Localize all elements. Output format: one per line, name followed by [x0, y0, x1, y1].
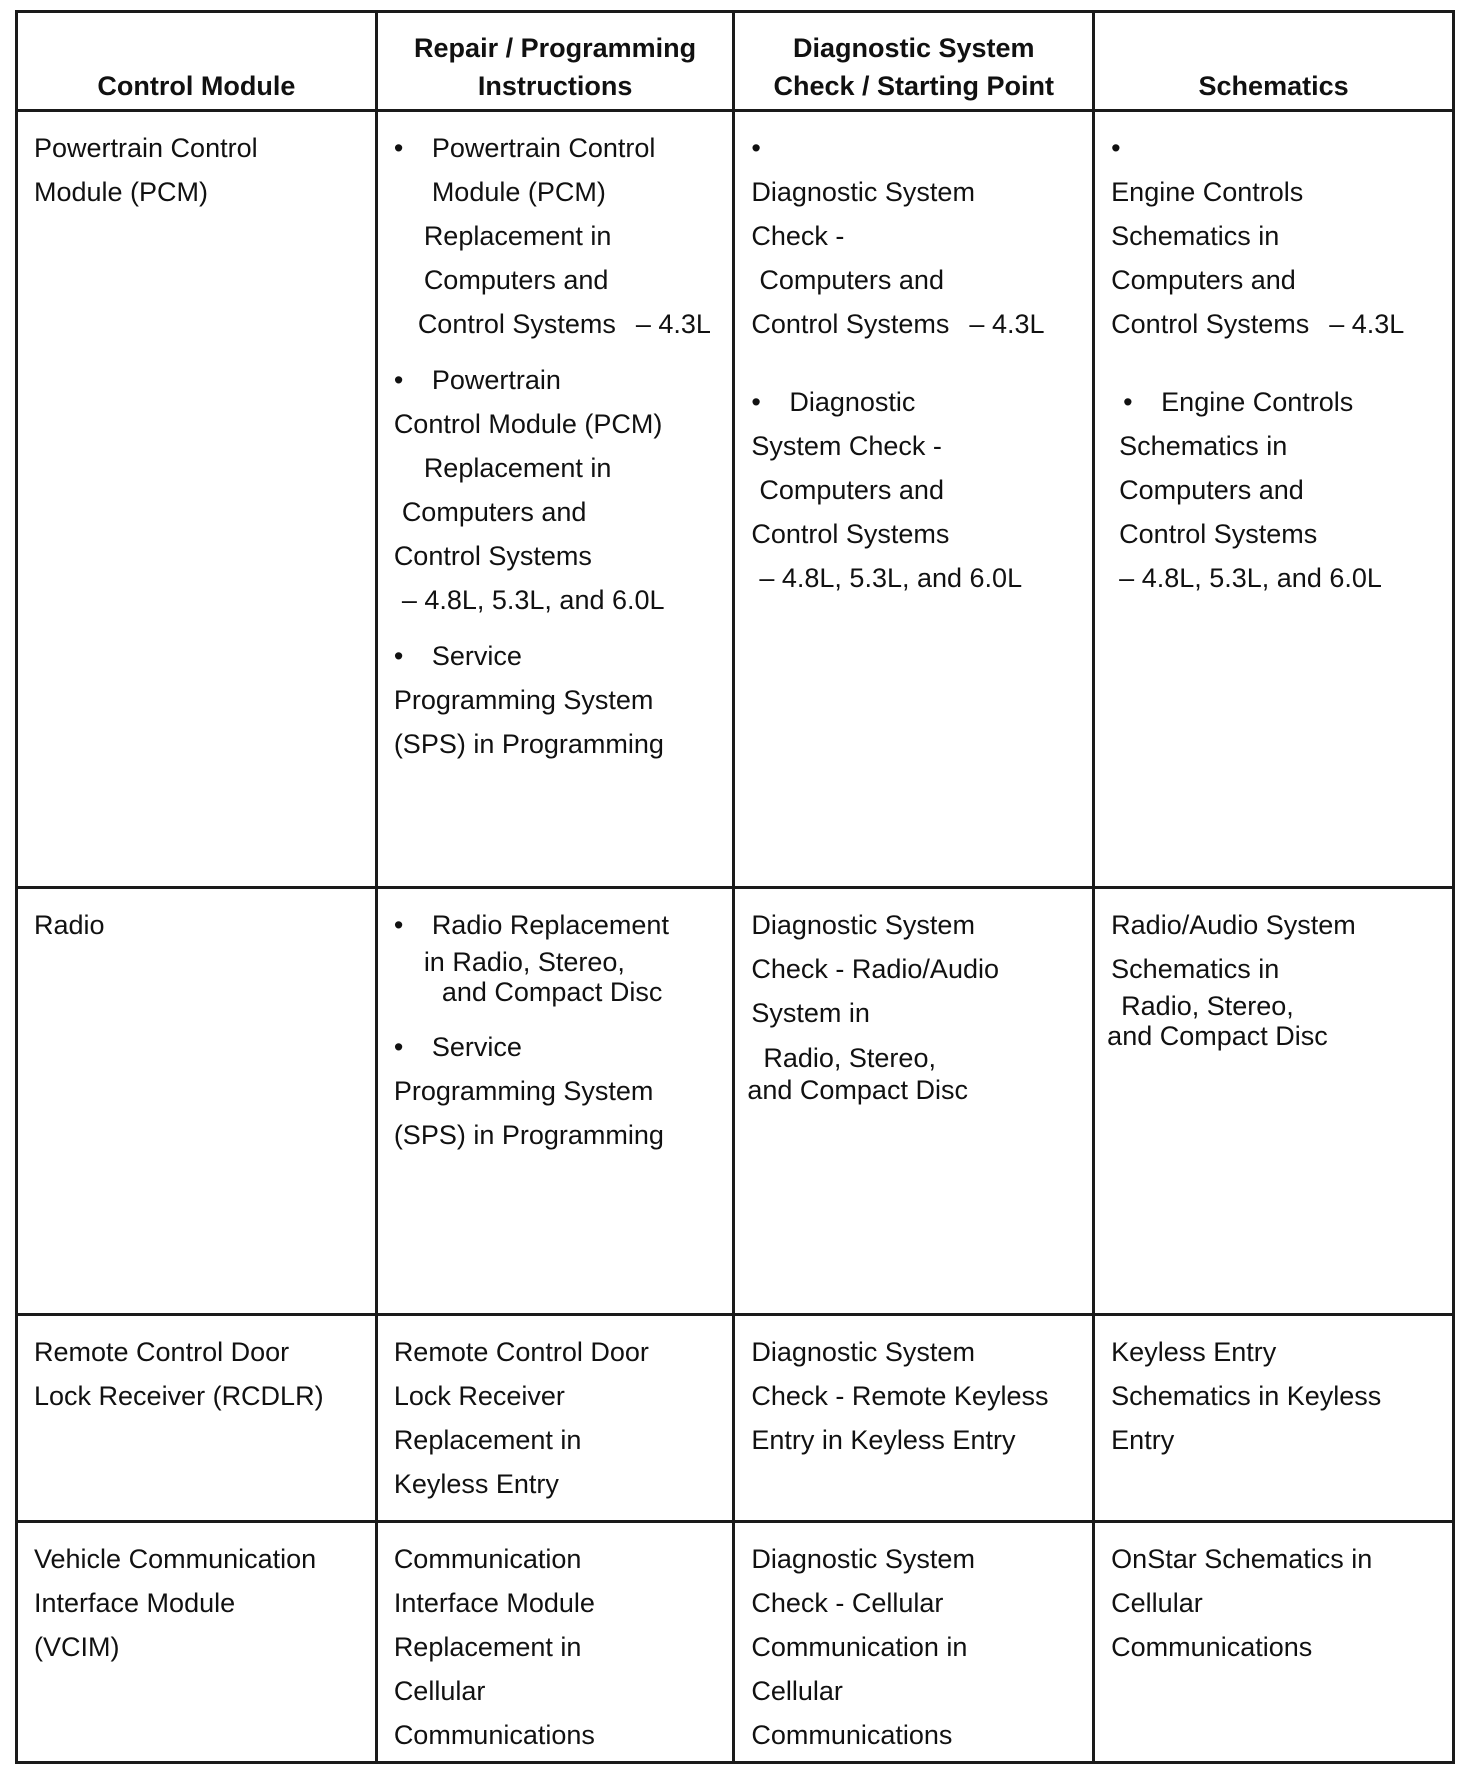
cell-text: System in: [751, 998, 870, 1028]
list-item-text: Replacement in: [423, 453, 612, 483]
list-item-text: Schematics in: [1111, 221, 1280, 251]
engine-suffix: – 4.3L: [969, 309, 1045, 339]
cell-text: Replacement in: [393, 1632, 582, 1662]
cell-text: Radio: [34, 910, 105, 940]
list-item-text: Diagnostic: [789, 387, 916, 417]
list-item-text: Check -: [751, 221, 845, 251]
list-item: [394, 903, 719, 1007]
list-item: [1111, 126, 1438, 346]
list-item-text: Control Systems: [1111, 309, 1310, 339]
list-item-text: Module (PCM): [431, 177, 606, 207]
bullet-icon: •: [393, 1032, 404, 1062]
header-repair-line1: Repair / Programming: [414, 33, 697, 63]
cell-text: Entry: [1111, 1425, 1175, 1455]
list-item-text: (SPS) in Programming: [393, 729, 664, 759]
cell-radio-schematics: [1094, 888, 1454, 1315]
cell-radio-module: [17, 888, 377, 1315]
list-item: [394, 1025, 719, 1157]
header-repair-line2: Instructions: [477, 71, 633, 101]
cell-vcim-module: [17, 1522, 377, 1763]
header-control-module-label: Control Module: [97, 71, 296, 101]
list-item-text: Control Systems: [751, 519, 950, 549]
cell-text: Cellular: [393, 1676, 486, 1706]
cell-text: Cellular: [751, 1676, 843, 1706]
cell-text: Interface Module: [393, 1588, 595, 1618]
cell-text: Replacement in: [393, 1425, 582, 1455]
cell-text: Diagnostic System: [751, 1337, 975, 1367]
control-module-reference-table: [15, 10, 1455, 1764]
cell-text: Radio, Stereo,: [763, 1043, 936, 1073]
bullet-icon: •: [1111, 133, 1121, 163]
cell-text: Communications: [751, 1720, 953, 1750]
list-item-text: Computers and: [1111, 265, 1296, 295]
cell-text: Entry in Keyless Entry: [751, 1425, 1016, 1455]
cell-rcdlr-repair: [376, 1315, 734, 1522]
cell-text: Remote Control Door: [393, 1337, 649, 1367]
cell-text: Schematics in Keyless: [1111, 1381, 1382, 1411]
cell-text: Lock Receiver (RCDLR): [34, 1381, 324, 1411]
cell-text: Diagnostic System: [751, 910, 975, 940]
cell-text: Communications: [393, 1720, 595, 1750]
cell-vcim-schematics: [1094, 1522, 1454, 1763]
list-item: [394, 126, 719, 346]
cell-text: Keyless Entry: [1111, 1337, 1277, 1367]
cell-pcm-schematics: [1094, 111, 1454, 888]
header-diagnostic-check: [734, 12, 1094, 111]
list-item-text: – 4.8L, 5.3L, and 6.0L: [401, 585, 665, 615]
list-item-text: in Radio, Stereo,: [423, 947, 625, 977]
cell-text: Check - Radio/Audio: [751, 954, 999, 984]
list-item-text: Diagnostic System: [751, 177, 975, 207]
cell-pcm-diagnostic: [734, 111, 1094, 888]
list-item-text: System Check -: [751, 431, 942, 461]
list-item-text: Control Systems: [751, 309, 950, 339]
cell-text: OnStar Schematics in: [1111, 1544, 1373, 1574]
cell-text: Check - Remote Keyless: [751, 1381, 1049, 1411]
cell-radio-diagnostic: [734, 888, 1094, 1315]
list-item-text: Control Module (PCM): [393, 409, 663, 439]
cell-text: Communication: [393, 1544, 582, 1574]
list-item-text: Service: [431, 1032, 522, 1062]
bullet-icon: •: [1123, 387, 1133, 417]
table-header-row: [17, 12, 1454, 111]
list-item-text: (SPS) in Programming: [393, 1120, 664, 1150]
list-item: [1111, 380, 1438, 600]
bullet-icon: •: [393, 641, 404, 671]
list-item-text: Control Systems: [1119, 519, 1318, 549]
cell-text: Module (PCM): [34, 177, 209, 207]
cell-text: Interface Module: [34, 1588, 236, 1618]
cell-rcdlr-schematics: [1094, 1315, 1454, 1522]
list-item-text: Computers and: [759, 265, 944, 295]
cell-text: Diagnostic System: [751, 1544, 975, 1574]
list-item: [751, 126, 1078, 346]
list-item-text: Powertrain Control: [431, 133, 656, 163]
list-item-text: and Compact Disc: [441, 977, 663, 1007]
list-item-text: Service: [431, 641, 522, 671]
cell-text: Keyless Entry: [393, 1469, 559, 1499]
list-item-text: – 4.8L, 5.3L, and 6.0L: [759, 563, 1023, 593]
table-row-pcm: [17, 111, 1454, 888]
list-item-text: Engine Controls: [1161, 387, 1354, 417]
cell-text: (VCIM): [34, 1632, 120, 1662]
list-item-text: Powertrain: [431, 365, 561, 395]
list-item-text: Control Systems: [417, 309, 616, 339]
engine-suffix: – 4.3L: [1329, 309, 1405, 339]
cell-rcdlr-module: [17, 1315, 377, 1522]
cell-text: Lock Receiver: [393, 1381, 565, 1411]
header-repair-programming: [376, 12, 734, 111]
cell-rcdlr-diagnostic: [734, 1315, 1094, 1522]
header-diag-line1: Diagnostic System: [792, 33, 1035, 63]
cell-text: Communication in: [751, 1632, 968, 1662]
cell-pcm-module: [17, 111, 377, 888]
bullet-icon: •: [393, 365, 404, 395]
list-item-text: Programming System: [393, 685, 654, 715]
list-item-text: Computers and: [423, 265, 609, 295]
cell-vcim-diagnostic: [734, 1522, 1094, 1763]
list-item-text: Computers and: [401, 497, 587, 527]
cell-radio-repair: [376, 888, 734, 1315]
list-item-text: Schematics in: [1119, 431, 1288, 461]
bullet-icon: •: [393, 910, 404, 940]
cell-vcim-repair: [376, 1522, 734, 1763]
header-diag-line2: Check / Starting Point: [773, 71, 1055, 101]
cell-text: Check - Cellular: [751, 1588, 944, 1618]
list-item-text: Replacement in: [423, 221, 612, 251]
header-schematics: [1094, 12, 1454, 111]
cell-text: Powertrain Control: [34, 133, 258, 163]
list-item-text: Programming System: [393, 1076, 654, 1106]
cell-pcm-repair: [376, 111, 734, 888]
table-row-radio: [17, 888, 1454, 1315]
bullet-icon: •: [751, 387, 761, 417]
cell-text: Vehicle Communication: [34, 1544, 317, 1574]
table-row-rcdlr: [17, 1315, 1454, 1522]
list-item: [751, 380, 1078, 600]
cell-text: Cellular: [1111, 1588, 1203, 1618]
list-item-text: Engine Controls: [1111, 177, 1304, 207]
list-item-text: Computers and: [759, 475, 944, 505]
cell-text: Remote Control Door: [34, 1337, 290, 1367]
engine-suffix: – 4.3L: [635, 309, 711, 339]
cell-text: and Compact Disc: [747, 1075, 968, 1105]
table-row-vcim: [17, 1522, 1454, 1763]
list-item: [394, 358, 719, 622]
cell-text: Radio, Stereo,: [1121, 991, 1294, 1021]
list-item-text: Computers and: [1119, 475, 1304, 505]
list-item: [394, 634, 719, 766]
list-item-text: Radio Replacement: [431, 910, 669, 940]
list-item-text: Control Systems: [393, 541, 592, 571]
list-item-text: – 4.8L, 5.3L, and 6.0L: [1119, 563, 1382, 593]
cell-text: and Compact Disc: [1107, 1021, 1328, 1051]
cell-text: Schematics in: [1111, 954, 1280, 984]
header-control-module: [17, 12, 377, 111]
bullet-icon: •: [751, 133, 761, 163]
header-schematics-label: Schematics: [1198, 71, 1349, 101]
cell-text: Communications: [1111, 1632, 1313, 1662]
cell-text: Radio/Audio System: [1111, 910, 1356, 940]
bullet-icon: •: [393, 133, 404, 163]
